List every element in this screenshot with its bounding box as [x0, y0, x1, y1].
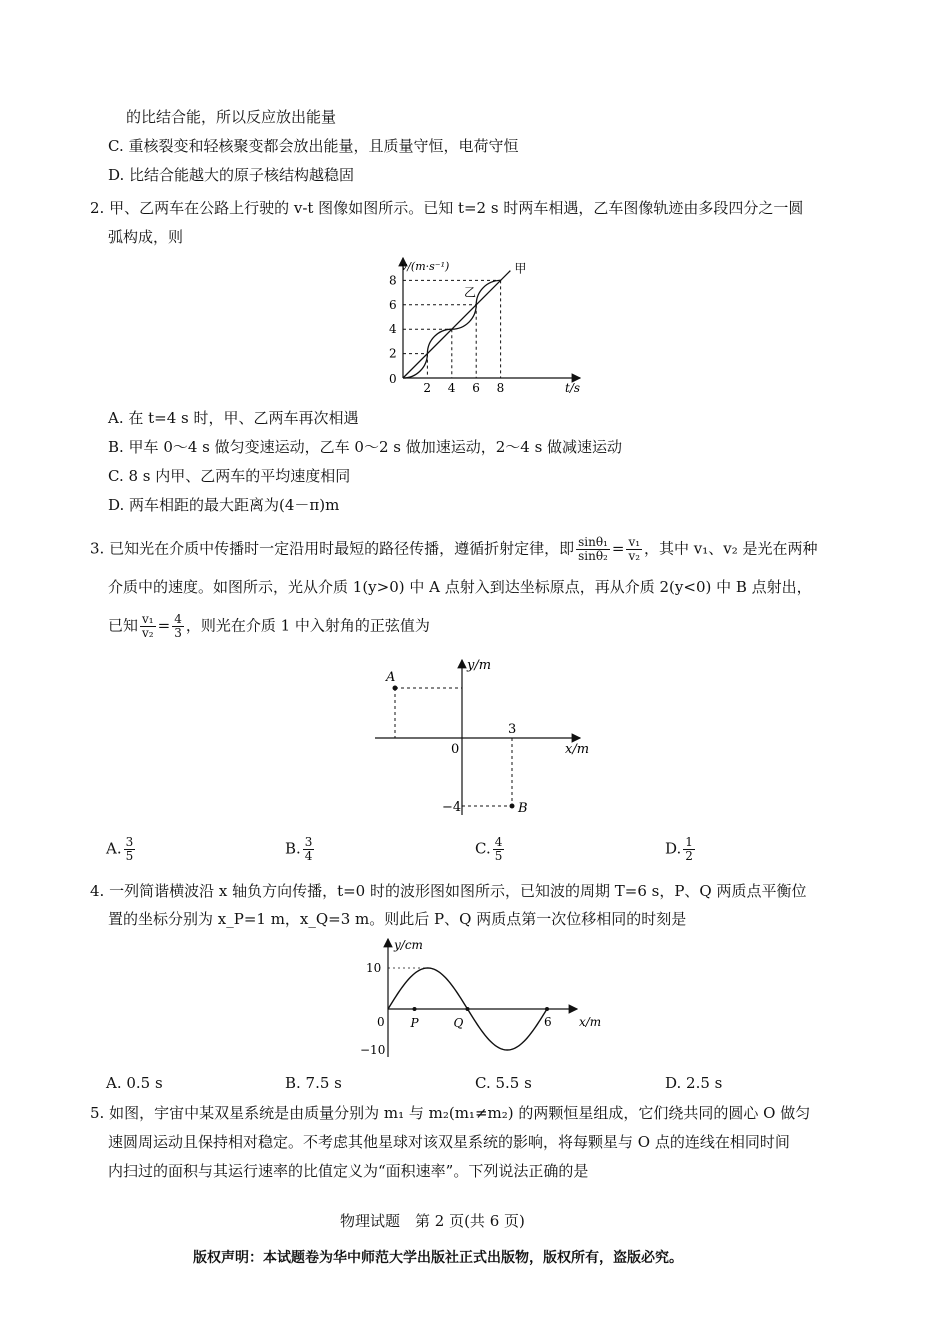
q3-tick-x: 3: [508, 722, 517, 737]
q3-stem-text-c: ，则光在介质 1 中入射角的正弦值为: [185, 616, 430, 635]
q5-stem-line1: 5. 如图，宇宙中某双星系统是由质量分别为 m₁ 与 m₂(m₁≠m₂) 的两颗恒星组成，它们绕共同的圆心 O 做匀: [90, 1104, 811, 1122]
q3-option-c: [475, 836, 506, 863]
q4-y-tick-10: 10: [366, 961, 382, 975]
q3-snell-v-fraction: [626, 536, 642, 563]
q4-label-p: P: [410, 1016, 419, 1030]
q3-origin: 0: [451, 742, 460, 757]
q2-series-yi-label: 乙: [464, 285, 477, 300]
q3-v2: v₂: [628, 549, 641, 563]
q2-option-b: B. 甲车 0～4 s 做匀变速运动，乙车 0～2 s 做加速运动，2～4 s 做减速运动: [108, 438, 623, 456]
q2-x-label: t/s: [565, 381, 581, 395]
q4-option-a: A. 0.5 s: [106, 1074, 163, 1092]
q3-ratio-num: v₁: [142, 612, 154, 626]
q3-ratio-fraction: [140, 613, 156, 640]
q4-x-label: x/m: [579, 1015, 602, 1029]
q3-option-b-den: 4: [304, 849, 313, 863]
q3-v1: v₁: [628, 535, 641, 549]
q3-option-b-letter: B.: [285, 839, 301, 858]
q2-y-label: v/(m·s⁻¹): [401, 260, 450, 273]
q3-option-b: [285, 836, 316, 863]
q4-point-p: [413, 1007, 417, 1011]
q3-stem-line2: 介质中的速度。如图所示，光从介质 1(y>0) 中 A 点射入到达坐标原点，再从介质 2(y<0) 中 B 点射出，: [108, 578, 812, 596]
q2-option-a: A. 在 t=4 s 时，甲、乙两车再次相遇: [108, 409, 359, 427]
q3-snell-sin-fraction: [576, 536, 610, 563]
q2-x-tick-8: 8: [496, 381, 505, 395]
q3-option-c-fraction: [493, 836, 505, 863]
q4-x-tick-6: 6: [544, 1015, 552, 1029]
q3-option-b-fraction: [303, 836, 315, 863]
copyright-notice: 版权声明：本试题卷为华中师范大学出版社正式出版物，版权所有，盗版必究。: [193, 1250, 683, 1266]
q2-x-tick-2: 2: [423, 381, 432, 395]
page-footer: 物理试题 第 2 页(共 6 页): [340, 1212, 525, 1230]
q2-stem-line1: 2. 甲、乙两车在公路上行驶的 v-t 图像如图所示。已知 t=2 s 时两车相遇，乙车图像轨迹由多段四分之一圆: [90, 199, 804, 217]
q4-wave-chart: [355, 935, 615, 1065]
q4-label-q: Q: [453, 1016, 464, 1030]
q4-option-d: D. 2.5 s: [665, 1074, 723, 1092]
q3-option-c-num: 4: [494, 835, 503, 849]
q3-y-label: y/m: [467, 658, 492, 673]
q2-x-tick-4: 4: [447, 381, 456, 395]
q3-option-b-num: 3: [304, 835, 313, 849]
q3-option-d-den: 2: [685, 849, 693, 863]
q2-option-d: D. 两车相距的最大距离为(4－π)m: [108, 496, 340, 514]
q3-sin1: sinθ₁: [578, 535, 608, 549]
q3-option-d: [665, 836, 697, 863]
q4-option-b: B. 7.5 s: [285, 1074, 342, 1092]
q4-option-c: C. 5.5 s: [475, 1074, 532, 1092]
q3-point-a: [393, 686, 398, 691]
q3-stem-line1: 3. 已知光在介质中传播时一定沿用时最短的路径传播，遵循折射定律，即 $\frac{\text{sinθ₁}}{\text{sinθ₂}}$ = $\frac{\text{v₁}}{\text{v₂}}$ ，其中 v₁、v₂ 是光在两种: [90, 535, 818, 563]
q4-y-tick-neg10: −10: [360, 1043, 386, 1057]
q3-option-a-den: 5: [125, 849, 134, 863]
q3-x-label: x/m: [565, 742, 590, 757]
q4-stem-line1: 4. 一列简谐横波沿 x 轴负方向传播，t=0 时的波形图如图所示，已知波的周期 T=6 s，P、Q 两质点平衡位: [90, 882, 807, 900]
q3-given-text: 已知: [108, 616, 139, 635]
q3-ratio-value-num: 4: [174, 612, 182, 626]
q5-stem-line3: 内扫过的面积与其运行速率的比值定义为“面积速率”。下列说法正确的是: [108, 1162, 589, 1180]
q4-origin: 0: [377, 1015, 385, 1029]
q3-option-c-letter: C.: [475, 839, 491, 858]
q4-y-label: y/cm: [394, 938, 423, 952]
q3-label-a: A: [386, 670, 396, 685]
q3-ratio-value-den: 3: [174, 626, 182, 640]
q3-option-d-num: 1: [685, 835, 693, 849]
q5-stem-line2: 速圆周运动且保持相对稳定。不考虑其他星球对该双星系统的影响，将每颗星与 O 点的连线在相同时间: [108, 1133, 790, 1151]
q3-stem-text-a: 3. 已知光在介质中传播时一定沿用时最短的路径传播，遵循折射定律，即: [90, 539, 575, 558]
q1-option-c: C. 重核裂变和轻核聚变都会放出能量，且质量守恒，电荷守恒: [108, 137, 519, 155]
q3-option-c-den: 5: [494, 849, 503, 863]
q2-y-tick-6: 6: [389, 297, 397, 312]
q2-series-jia-line: [403, 271, 510, 378]
q2-y-tick-8: 8: [389, 273, 397, 288]
q3-sin2: sinθ₂: [578, 549, 608, 563]
q3-label-b: B: [518, 801, 528, 816]
q4-stem-line2: 置的坐标分别为 x_P=1 m，x_Q=3 m。则此后 P、Q 两质点第一次位移相同的时刻是: [108, 910, 687, 928]
q4-point-six: [545, 1007, 549, 1011]
q3-option-a-letter: A.: [106, 839, 122, 858]
q2-stem-line2: 弧构成，则: [108, 228, 184, 246]
q1-option-d: D. 比结合能越大的原子核结构越稳固: [108, 166, 355, 184]
q2-option-c: C. 8 s 内甲、乙两车的平均速度相同: [108, 467, 351, 485]
q3-stem-text-b: ，其中 v₁、v₂ 是光在两种: [644, 539, 818, 558]
q4-point-q: [466, 1007, 470, 1011]
q3-stem-line3: [108, 613, 430, 640]
q2-y-tick-4: 4: [389, 322, 397, 337]
q2-origin: 0: [389, 372, 397, 386]
q3-option-a-fraction: [124, 836, 136, 863]
q3-option-d-letter: D.: [665, 839, 682, 858]
q3-point-b: [510, 804, 515, 809]
q3-ratio-value: [172, 613, 184, 640]
q1-continuation: 的比结合能，所以反应放出能量: [126, 108, 337, 126]
q2-series-jia-label: 甲: [514, 261, 527, 276]
q3-option-a-num: 3: [125, 835, 134, 849]
q3-ratio-den: v₂: [142, 626, 154, 640]
q3-option-a: [106, 836, 137, 863]
q3-refraction-diagram: [370, 655, 600, 820]
q2-y-tick-2: 2: [389, 346, 397, 361]
q2-x-tick-6: 6: [472, 381, 480, 395]
q3-tick-y: −4: [442, 800, 462, 815]
q2-vt-chart: [375, 252, 595, 402]
q3-option-d-fraction: [683, 836, 695, 863]
q3-equals: =: [157, 616, 171, 635]
